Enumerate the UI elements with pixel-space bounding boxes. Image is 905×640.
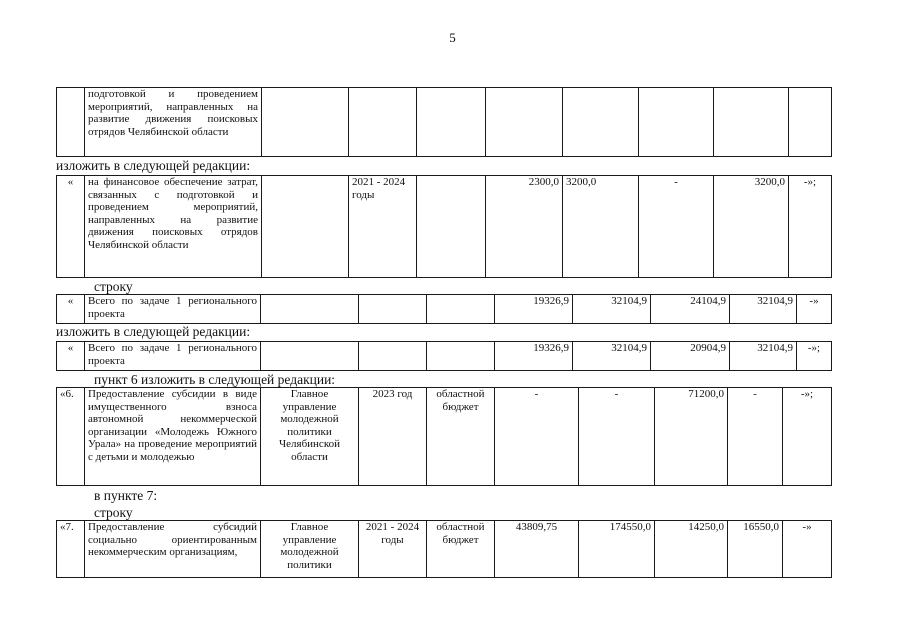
table-total-new [56, 341, 832, 371]
value-cell: 43809,75 [495, 521, 579, 578]
table-total-old [56, 294, 832, 324]
item-name: на финансовое обеспечение затрат, связанных с подготовкой и проведением мероприятий, направленных на развитие движения поисковых отрядов Челябинской области [85, 176, 262, 278]
value-cell: 14250,0 [655, 521, 728, 578]
table-row [57, 88, 832, 157]
row-mark: « [57, 176, 85, 278]
value-cell: 16550,0 [728, 521, 783, 578]
item-name: Всего по задаче 1 регионального проекта [85, 342, 261, 371]
item-name: Предоставление субсидии в виде имущественного взноса автономной некоммерческой организации «Молодежь Южного Урала» на проведение мероприятий с детьми и молодежью [85, 388, 261, 486]
value-cell: 2300,0 [486, 176, 563, 278]
table-row [57, 176, 832, 278]
row-mark: «7. [57, 521, 85, 578]
value-cell: 32104,9 [573, 342, 651, 371]
page-number: 5 [449, 30, 456, 45]
row-mark: « [57, 342, 85, 371]
instruction-text: в пункте 7: [94, 488, 158, 503]
row-mark: «6. [57, 388, 85, 486]
value-cell: 19326,9 [495, 342, 573, 371]
instruction-text: изложить в следующей редакции: [56, 158, 251, 173]
period-cell: 2023 год [359, 388, 427, 486]
instruction-text: пункт 6 изложить в следующей редакции: [94, 372, 336, 387]
row-end-mark: -»; [797, 342, 832, 371]
value-cell: 174550,0 [579, 521, 655, 578]
table-item-6 [56, 387, 832, 486]
instruction-text: изложить в следующей редакции: [56, 324, 251, 339]
table-new-row [56, 175, 832, 278]
item-name: Всего по задаче 1 регионального проекта [85, 295, 261, 324]
value-cell: 19326,9 [495, 295, 573, 324]
org-cell: Главное управление молодежной политики [261, 521, 359, 578]
value-cell: 32104,9 [573, 295, 651, 324]
instruction-text: строку [94, 505, 133, 520]
table-row [57, 388, 832, 486]
value-cell: 71200,0 [655, 388, 728, 486]
budget-cell: областной бюджет [427, 521, 495, 578]
row-end-mark: -»; [789, 176, 832, 278]
value-cell: 32104,9 [730, 342, 797, 371]
table-row [57, 342, 832, 371]
item-name: подготовкой и проведением мероприятий, направленных на развитие движения поисковых отрядов Челябинской области [85, 88, 262, 157]
value-cell: 32104,9 [730, 295, 797, 324]
org-cell: Главное управление молодежной политики Челябинской области [261, 388, 359, 486]
value-cell: 20904,9 [651, 342, 730, 371]
value-cell: 24104,9 [651, 295, 730, 324]
value-cell: 3200,0 [563, 176, 639, 278]
table-continuation [56, 87, 832, 157]
item-name: Предоставление субсидий социально ориентированным некоммерческим организациям, [85, 521, 261, 578]
value-cell: - [579, 388, 655, 486]
row-end-mark: -» [797, 295, 832, 324]
row-mark: « [57, 295, 85, 324]
table-item-7 [56, 520, 832, 578]
value-cell: - [728, 388, 783, 486]
instruction-text: строку [94, 279, 133, 294]
value-cell: - [495, 388, 579, 486]
row-end-mark: -»; [783, 388, 832, 486]
period-cell: 2021 - 2024 годы [349, 176, 417, 278]
table-row [57, 295, 832, 324]
table-row [57, 521, 832, 578]
value-cell: - [639, 176, 714, 278]
budget-cell: областной бюджет [427, 388, 495, 486]
value-cell: 3200,0 [714, 176, 789, 278]
row-end-mark: -» [783, 521, 832, 578]
period-cell: 2021 - 2024 годы [359, 521, 427, 578]
